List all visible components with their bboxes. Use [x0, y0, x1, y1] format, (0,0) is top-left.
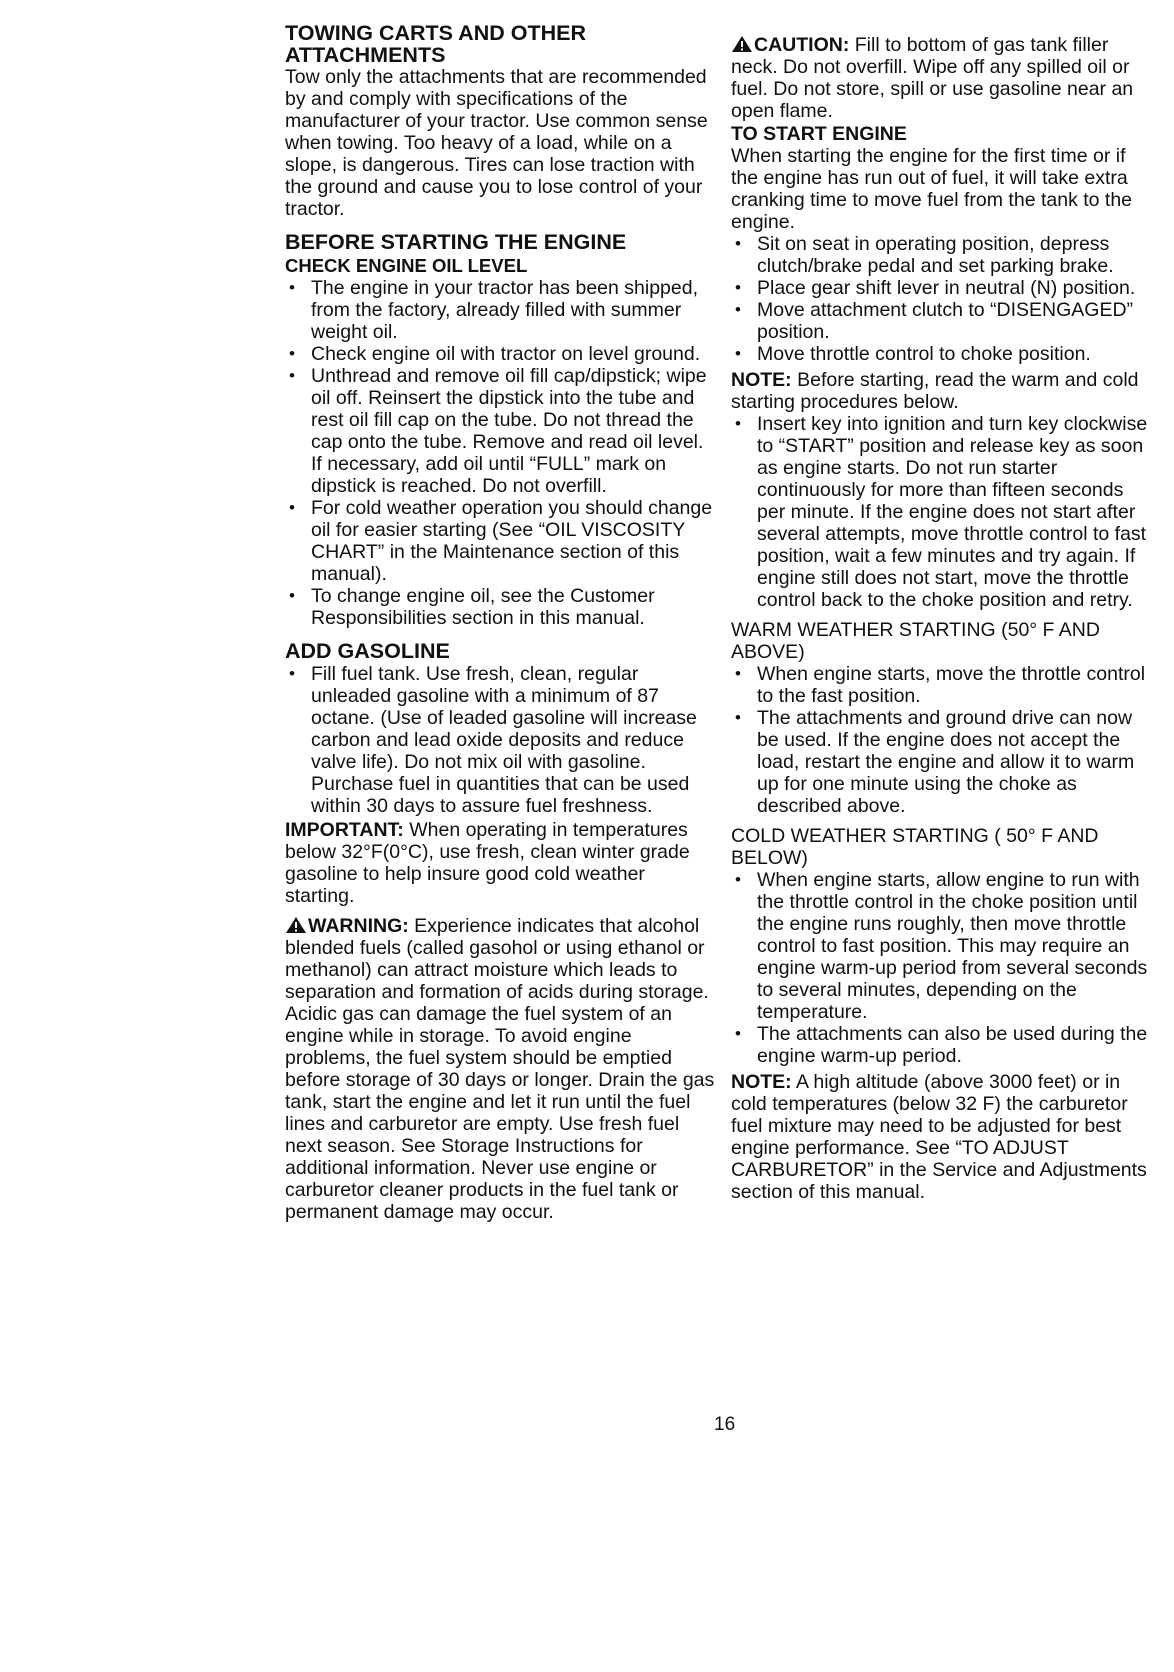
caution-triangle-icon: [731, 35, 753, 53]
page-number: 16: [714, 1414, 736, 1435]
list-item: • Move attachment clutch to “DISENGAGED” position.: [731, 299, 1151, 343]
towing-text: Tow only the attachments that are recommended by and comply with specifications of the manufacturer of your tractor. Use common sense when towing. Too heavy of a load, while on a slope, is dangerous. Tires can lose traction with the ground and cause you to lose control of your tractor.: [285, 66, 708, 220]
note-text: Before starting, read the warm and cold starting procedures below.: [731, 369, 1139, 413]
caution-label: CAUTION:: [754, 34, 850, 56]
note-text: A high altitude (above 3000 feet) or in cold temperatures (below 32 F) the carburetor fuel mixture may need to be adjusted for best engine performance. See “TO ADJUST CARBURETOR” in the Service and Adjustments section of this manual.: [731, 1071, 1147, 1203]
list-item: • The engine in your tractor has been shipped, from the factory, already filled with summer weight oil.: [285, 277, 715, 343]
list-item: • Sit on seat in operating position, depress clutch/brake pedal and set parking brake.: [731, 233, 1151, 277]
start-engine-title: TO START ENGINE: [731, 123, 907, 145]
note-high-altitude: [731, 1071, 1151, 1203]
caution-text: Fill to bottom of gas tank filler neck. Do not overfill. Wipe off any spilled oil or fuel. Do not store, spill or use gasoline near an open flame.: [731, 34, 1134, 122]
list-item: • The attachments and ground drive can now be used. If the engine does not accept the load, restart the engine and allow it to warm up for one minute using the choke as described above.: [731, 707, 1151, 817]
list-item: • When engine starts, allow engine to run with the throttle control in the choke position until the engine runs roughly, then move throttle control to fast position. This may require an engine warm-up period from several seconds to several minutes, depending on the temperature.: [731, 869, 1151, 1023]
start-text: When starting the engine for the first time or if the engine has run out of fuel, it will take extra cranking time to move fuel from the tank to the engine.: [731, 145, 1133, 233]
list-item: • Insert key into ignition and turn key clockwise to “START” position and release key as soon as engine starts. Do not run starter continuously for more than fifteen seconds per minute. If the engine does not start after several attempts, move throttle control to fast position, wait a few minutes and try again. If engine still does not start, move the throttle control back to the choke position and retry.: [731, 413, 1151, 611]
check-oil-title: CHECK ENGINE OIL LEVEL: [285, 255, 528, 276]
gasoline-list: [285, 663, 715, 817]
cold-weather-title: COLD WEATHER STARTING ( 50° F AND BELOW): [731, 825, 1099, 869]
list-item: • Unthread and remove oil fill cap/dipstick; wipe oil off. Reinsert the dipstick into the tube and rest oil fill cap on the tube. Do not thread the cap onto the tube. Remove and read oil level. If necessary, add oil until “FULL” mark on dipstick is reached. Do not overfill.: [285, 365, 715, 497]
left-column: [285, 22, 715, 1223]
important-note: [285, 819, 715, 907]
warning-triangle-icon: [285, 916, 307, 934]
list-item: • To change engine oil, see the Customer Responsibilities section in this manual.: [285, 585, 715, 629]
cold-list: [731, 869, 1151, 1067]
list-item: • When engine starts, move the throttle control to the fast position.: [731, 663, 1151, 707]
warm-weather-title: WARM WEATHER STARTING (50° F AND ABOVE): [731, 619, 1100, 663]
caution-note: [731, 34, 1151, 122]
warm-list: [731, 663, 1151, 817]
note-label: NOTE:: [731, 369, 792, 391]
warning-label: WARNING:: [308, 915, 409, 937]
list-item: • For cold weather operation you should change oil for easier starting (See “OIL VISCOSITY CHART” in the Maintenance section of this manual).: [285, 497, 715, 585]
warning-note: [285, 915, 715, 1223]
key-list: [731, 413, 1151, 611]
right-column: [731, 22, 1151, 1203]
towing-title: TOWING CARTS AND OTHER ATTACHMENTS: [285, 21, 586, 67]
note-label: NOTE:: [731, 1071, 792, 1093]
important-text: When operating in temperatures below 32°F(0°C), use fresh, clean winter grade gasoline to help insure good cold weather starting.: [285, 819, 690, 907]
list-item: • Move throttle control to choke position.: [731, 343, 1151, 365]
important-label: IMPORTANT:: [285, 819, 404, 841]
before-starting-title: BEFORE STARTING THE ENGINE: [285, 230, 627, 254]
list-item: • Place gear shift lever in neutral (N) position.: [731, 277, 1151, 299]
list-item: • The attachments can also be used during the engine warm-up period.: [731, 1023, 1151, 1067]
start-list: [731, 233, 1151, 365]
oil-list: [285, 277, 715, 629]
list-item: • Check engine oil with tractor on level ground.: [285, 343, 715, 365]
add-gasoline-title: ADD GASOLINE: [285, 639, 450, 663]
warning-text: Experience indicates that alcohol blended fuels (called gasohol or using ethanol or methanol) can attract moisture which leads to separation and formation of acids during storage. Acidic gas can damage the fuel system of an engine while in storage. To avoid engine problems, the fuel system should be emptied before storage of 30 days or longer. Drain the gas tank, start the engine and let it run until the fuel lines and carburetor are empty. Use fresh fuel next season. See Storage Instructions for additional information. Never use engine or carburetor cleaner products in the fuel tank or permanent damage may occur.: [285, 915, 715, 1223]
list-item: • Fill fuel tank. Use fresh, clean, regular unleaded gasoline with a minimum of 87 octane. (Use of leaded gasoline will increase carbon and lead oxide deposits and reduce valve life). Do not mix oil with gasoline. Purchase fuel in quantities that can be used within 30 days to assure fuel freshness.: [285, 663, 715, 817]
note-before-starting: [731, 369, 1151, 413]
